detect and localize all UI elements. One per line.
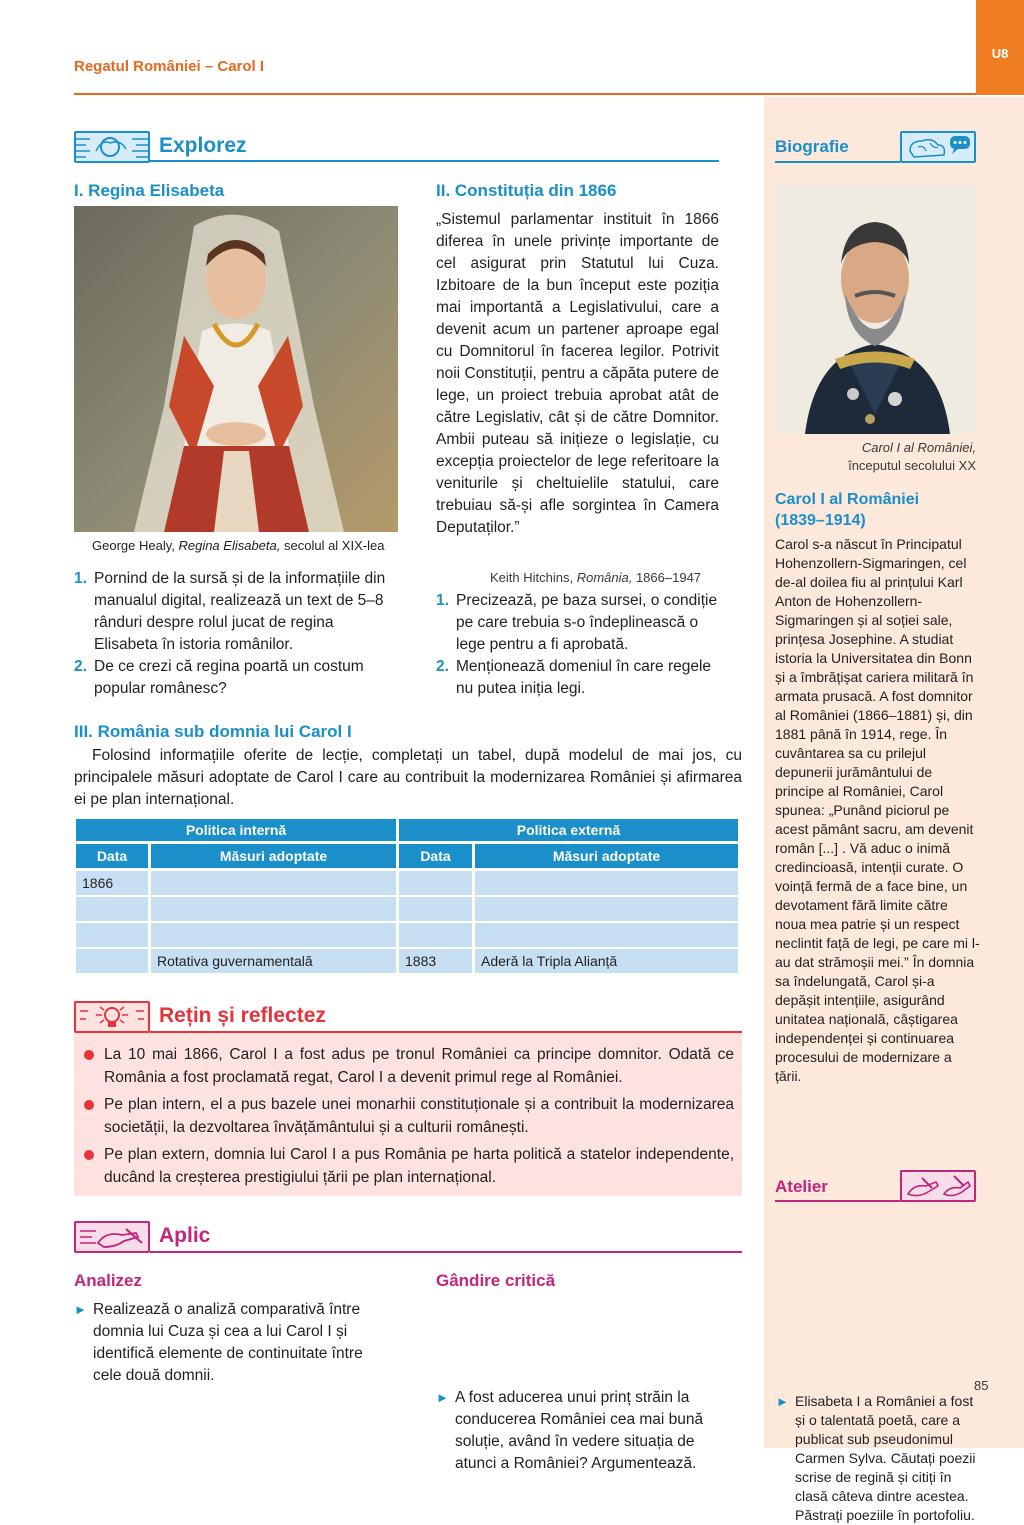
question-item <box>436 590 720 656</box>
table-col-header: Măsuri adoptate <box>151 844 396 868</box>
queen-elisabeta-portrait <box>74 206 398 532</box>
aplic-title: Aplic <box>159 1224 211 1247</box>
carol-caption <box>776 439 976 475</box>
arrow-icon: ► <box>436 1390 449 1405</box>
carol-name: Carol I al României <box>775 491 920 508</box>
source-years: 1866–1947 <box>632 570 702 585</box>
table-cell <box>399 871 472 895</box>
section-3-heading: III. România sub domnia lui Carol I <box>74 722 352 741</box>
aplic-rule <box>150 1251 742 1253</box>
question-item <box>74 656 399 700</box>
question-text: Precizează, pe baza sursei, o condiție pe care trebuia s-o îndeplinească o lege pentru a fi aprobată. <box>456 592 718 653</box>
retin-title: Rețin și reflectez <box>159 1004 326 1027</box>
table-cell <box>475 923 738 947</box>
table-cell: Aderă la Tripla Alianță <box>475 949 738 973</box>
question-text: Pornind de la sursă și de la informațiile din manualul digital, realizează un text de 5–8 rânduri despre rolul jucat de regina Elisabeta în istoria românilor. <box>94 570 386 653</box>
lightbulb-icon <box>74 1001 150 1033</box>
caption-work: Regina Elisabeta, <box>178 538 281 553</box>
section-1-questions <box>74 568 399 700</box>
table-cell <box>475 897 738 921</box>
explorez-title: Explorez <box>159 134 247 157</box>
carol-portrait <box>775 184 976 434</box>
atelier-task <box>776 1392 976 1525</box>
retin-bullet <box>78 1143 734 1189</box>
table-cell: 1866 <box>76 871 148 895</box>
table-cell: Rotativa guvernamentală <box>151 949 396 973</box>
explorez-icon <box>74 131 150 163</box>
header-rule <box>74 93 976 95</box>
table-group-header: Politica externă <box>399 819 738 841</box>
atelier-text: Elisabeta I a României a fost și o talentată poetă, care a publicat sub pseudonimul Carmen Sylva. Căutați poezii scrise de regină și citiți în clasă câteva dintre acestea. Păstrați poeziile în portofoliu. <box>795 1393 976 1523</box>
retin-bullet <box>78 1093 734 1139</box>
bullet-text: La 10 mai 1866, Carol I a fost adus pe tronul României ca principe domnitor. Odată ce România a fost proclamată regat, Carol I a devenit primul rege al României. <box>104 1046 734 1086</box>
question-text: Menționează domeniul în care regele nu putea iniția legi. <box>456 658 712 697</box>
measures-table <box>74 817 740 973</box>
bullet-dot <box>84 1100 94 1110</box>
bullet-text: Pe plan extern, domnia lui Carol I a pus România pe harta politică a statelor independente, ducând la creșterea prestigiului țării pe plan internațional. <box>104 1146 734 1186</box>
carol-biography: Carol s-a născut în Principatul Hohenzollern-Sigmaringen, cel de-al doilea fiu al prințului Karl Anton de Hohenzollern-Sigmaringen și al soției sale, prințesa Josephine. A studiat istoria la Universitatea din Bonn și a îmbrățișat cariera militară în armata prusacă. A fost domnitor al României (1866–1881) și, din 1881 până în 1914, rege. În cuvântarea sa cu prilejul depunerii jurământului de principe al României, Carol spunea: „Punând piciorul pe acest pământ sacru, am devenit român [...] . Vă aduc o inimă credincioasă, intenții curate. O voință fermă de a face bine, un devotament fără limite către noua mea patrie și un respect neclintit față de legi, pe care mi l-au dat strămoșii mei.” În domnia sa îndelungată, Carol și-a depășit intențiile, asigurând unitatea națională, câștigarea independenței și continuarea procesului de modernizare a țării. <box>775 536 980 1084</box>
unit-tab <box>976 0 1024 95</box>
analizez-task <box>74 1299 394 1387</box>
writing-hand-icon <box>74 1221 150 1253</box>
unit-label: U8 <box>991 46 1009 61</box>
arrow-icon: ► <box>776 1394 789 1409</box>
atelier-title: Atelier <box>775 1177 828 1196</box>
chapter-title: Regatul României – Carol I <box>74 58 265 75</box>
atelier-rule <box>775 1200 900 1202</box>
table-cell <box>151 923 396 947</box>
table-cell <box>151 871 396 895</box>
question-number: 2. <box>436 658 449 675</box>
retin-bullets <box>74 1033 742 1189</box>
table-col-header: Data <box>399 844 472 868</box>
question-number: 1. <box>436 592 449 609</box>
question-number: 1. <box>74 570 87 587</box>
gandire-heading: Gândire critică <box>436 1271 556 1290</box>
caption-author: George Healy, <box>92 538 179 553</box>
section-1-heading: I. Regina Elisabeta <box>74 181 225 200</box>
retin-box <box>74 1033 742 1196</box>
table-cell: 1883 <box>399 949 472 973</box>
table-cell <box>76 897 148 921</box>
gandire-text: A fost aducerea unui prinț străin la conducerea României cea mai bună soluție, având în vedere situația de atunci a României? Argumentează. <box>455 1389 704 1472</box>
bullet-dot <box>84 1050 94 1060</box>
source-author: Keith Hitchins, <box>490 570 577 585</box>
caption-rest: secolul al XIX-lea <box>280 538 385 553</box>
carol-caption-line-2: începutul secolului XX <box>848 458 976 473</box>
page-number: 85 <box>974 1378 989 1393</box>
table-cell <box>76 923 148 947</box>
biografie-title: Biografie <box>775 137 849 156</box>
carol-years: (1839–1914) <box>775 512 866 529</box>
bullet-dot <box>84 1150 94 1160</box>
quote-source <box>490 570 701 585</box>
table-cell <box>76 949 148 973</box>
biografie-rule <box>775 161 900 163</box>
constitution-quote: „Sistemul parlamentar instituit în 1866 diferea în unele privințe importante de cel asigurat prin Statutul lui Cuza. Izbitoare de la bun început este poziția mai importantă a Legislativului, care a devenit acum un partener aproape egal cu Domnitorul în facerea legilor. Potrivit noii Constituții, pentru a căpăta putere de lege, un proiect trebuia aprobat atât de către Legislativ, cât și de către Domnitor. Ambii puteau să inițieze o legislație, cu excepția proiectelor de lege referitoare la veniturile și cheltuielile statului, care trebuiau să-și afle sorgintea în Camera Deputaților.” <box>436 211 719 536</box>
analizez-text: Realizează o analiză comparativă între domnia lui Cuza și cea a lui Carol I și identifică elemente de continuitate între cele două domnii. <box>93 1301 363 1384</box>
explorez-rule <box>150 160 719 162</box>
retin-bullet <box>78 1043 734 1089</box>
brain-speech-icon <box>900 131 976 163</box>
portrait-caption <box>92 538 384 553</box>
table-cell <box>399 897 472 921</box>
source-work: România, <box>576 570 633 585</box>
arrow-icon: ► <box>74 1302 87 1317</box>
table-col-header: Măsuri adoptate <box>475 844 738 868</box>
carol-name-heading <box>775 489 919 531</box>
section-3-intro: Folosind informațiile oferite de lecție, completați un tabel, după modelul de mai jos, cu principalele măsuri adoptate de Carol I care au contribuit la modernizarea României și afirmarea ei pe plan internațional. <box>74 747 742 808</box>
table-cell <box>475 871 738 895</box>
carol-caption-line-1: Carol I al României, <box>861 440 976 455</box>
table-cell <box>399 923 472 947</box>
brush-icon <box>900 1170 976 1202</box>
bullet-text: Pe plan intern, el a pus bazele unei monarhii constituționale și a contribuit la modernizarea societății, la dezvoltarea învățământului și a culturii românești. <box>104 1096 734 1136</box>
gandire-task <box>436 1387 726 1475</box>
section-2-questions <box>436 590 720 700</box>
question-number: 2. <box>74 658 87 675</box>
table-group-header: Politica internă <box>76 819 396 841</box>
table-cell <box>151 897 396 921</box>
table-col-header: Data <box>76 844 148 868</box>
question-text: De ce crezi că regina poartă un costum popular românesc? <box>94 658 364 697</box>
section-2-heading: II. Constituția din 1866 <box>436 181 617 200</box>
question-item <box>436 656 720 700</box>
question-item <box>74 568 399 656</box>
analizez-heading: Analizez <box>74 1271 143 1290</box>
